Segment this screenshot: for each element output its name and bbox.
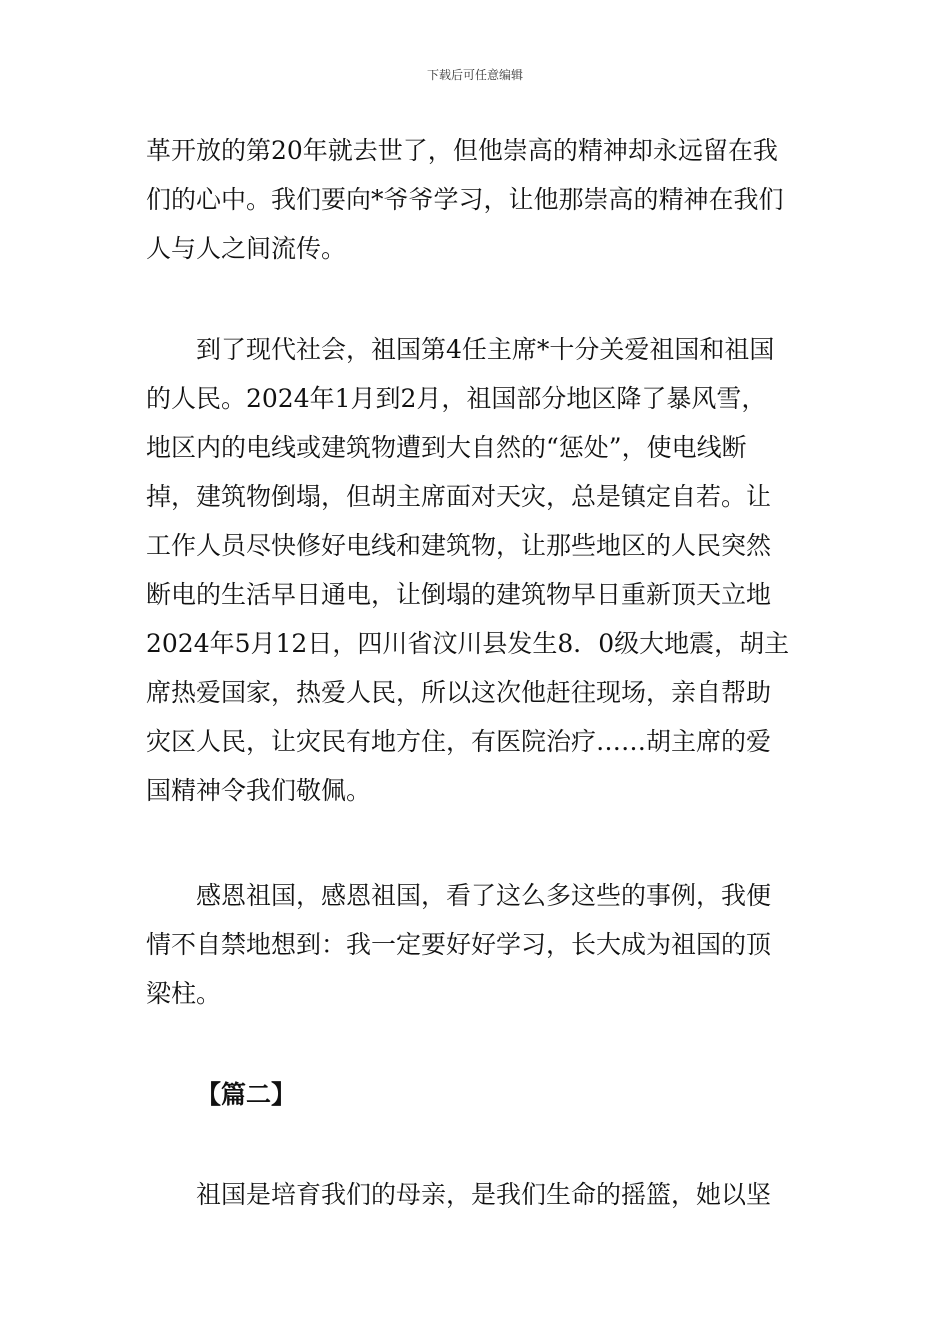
text-line: 断电的生活早日通电，让倒塌的建筑物早日重新顶天立地 — [146, 580, 772, 609]
section-title: 【篇二】 — [196, 1080, 297, 1109]
text-line: 梁柱。 — [146, 979, 222, 1008]
text-line: 2024年5月12日，四川省汶川县发生8．0级大地震，胡主 — [146, 629, 790, 658]
text-line: 国精神令我们敬佩。 — [146, 776, 372, 805]
text-line: 掉，建筑物倒塌，但胡主席面对天灾，总是镇定自若。让 — [146, 482, 772, 511]
page-header: 下载后可任意编辑 — [426, 68, 523, 82]
text-line: 席热爱国家，热爱人民，所以这次他赶往现场，亲自帮助 — [146, 678, 772, 707]
text-line: 祖国是培育我们的母亲，是我们生命的摇篮，她以坚 — [196, 1180, 772, 1209]
text-line: 到了现代社会，祖国第4任主席*十分关爱祖国和祖国 — [196, 335, 775, 364]
paragraph-2 — [146, 325, 811, 815]
section-heading — [146, 1070, 811, 1119]
text-line: 灾区人民，让灾民有地方住，有医院治疗……胡主席的爱 — [146, 727, 772, 756]
text-line: 工作人员尽快修好电线和建筑物，让那些地区的人民突然 — [146, 531, 772, 560]
text-line: 感恩祖国，感恩祖国，看了这么多这些的事例，我便 — [196, 881, 772, 910]
paragraph-1 — [146, 126, 811, 273]
text-line: 人与人之间流传。 — [146, 234, 347, 263]
text-line: 们的心中。我们要向*爷爷学习，让他那崇高的精神在我们 — [146, 185, 784, 214]
text-line: 地区内的电线或建筑物遭到大自然的“惩处”，使电线断 — [146, 433, 747, 462]
text-line: 革开放的第20年就去世了，但他崇高的精神却永远留在我 — [146, 136, 778, 165]
paragraph-5 — [146, 1170, 811, 1219]
text-line: 情不自禁地想到：我一定要好好学习，长大成为祖国的顶 — [146, 930, 772, 959]
text-line: 的人民。2024年1月到2月，祖国部分地区降了暴风雪， — [146, 384, 767, 413]
paragraph-3 — [146, 871, 811, 1018]
